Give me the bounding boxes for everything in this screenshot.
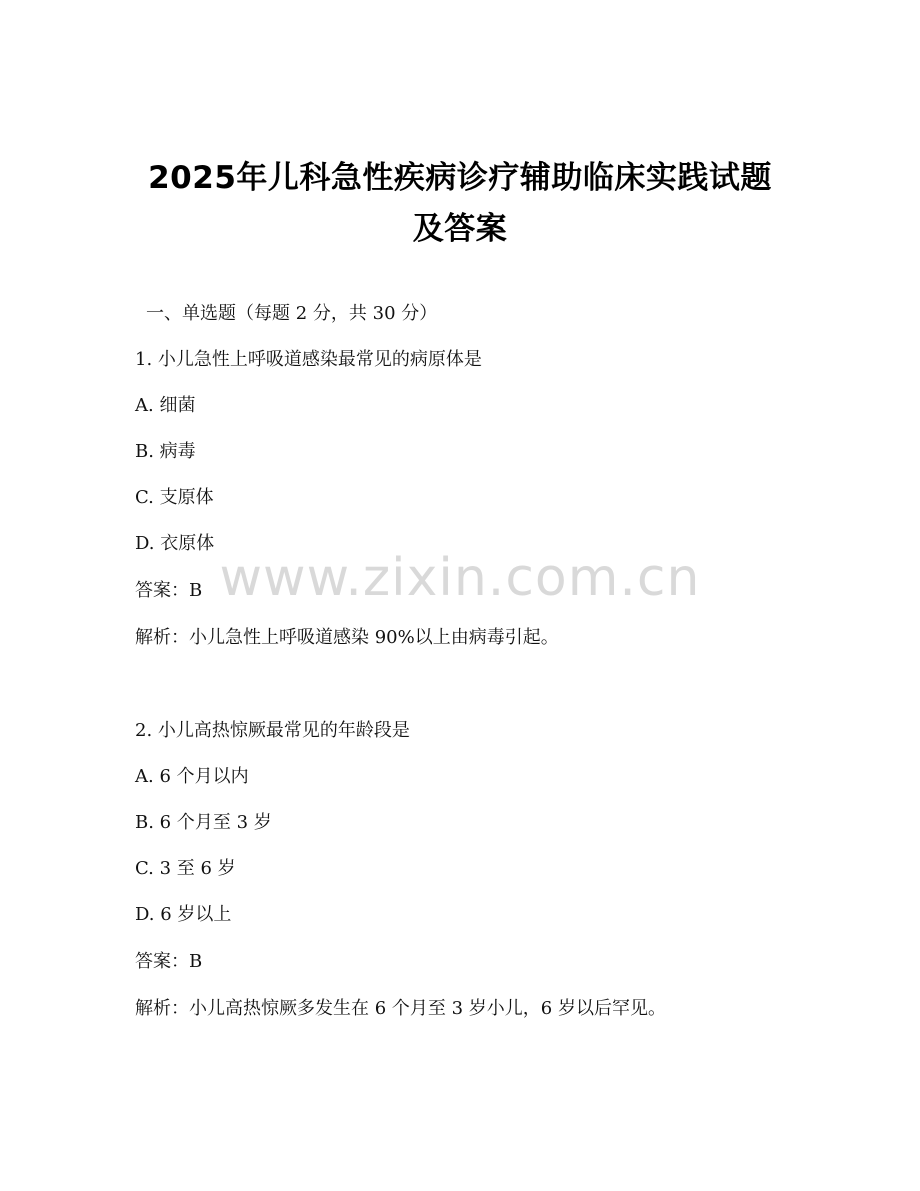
question-1-option-b: B. 病毒 bbox=[135, 441, 196, 462]
question-1-explanation: 解析：小儿急性上呼吸道感染 90%以上由病毒引起。 bbox=[135, 627, 559, 648]
question-1-answer: 答案：B bbox=[135, 580, 203, 601]
question-1-stem: 1. 小儿急性上呼吸道感染最常见的病原体是 bbox=[135, 349, 482, 370]
question-1-option-d: D. 衣原体 bbox=[135, 533, 215, 554]
question-1-option-a: A. 细菌 bbox=[135, 395, 196, 416]
watermark-text: www.zixin.com.cn bbox=[219, 548, 701, 608]
document-title-line-2: 及答案 bbox=[412, 211, 508, 247]
question-2-explanation: 解析：小儿高热惊厥多发生在 6 个月至 3 岁小儿，6 岁以后罕见。 bbox=[135, 998, 666, 1019]
question-1-option-c: C. 支原体 bbox=[135, 487, 214, 508]
question-2-answer: 答案：B bbox=[135, 951, 203, 972]
section-heading: 一、单选题（每题 2 分，共 30 分） bbox=[146, 303, 438, 324]
question-2-option-b: B. 6 个月至 3 岁 bbox=[135, 812, 272, 833]
question-2-option-d: D. 6 岁以上 bbox=[135, 904, 232, 925]
question-2-stem: 2. 小儿高热惊厥最常见的年龄段是 bbox=[135, 720, 410, 741]
question-2-option-c: C. 3 至 6 岁 bbox=[135, 858, 236, 879]
question-2-option-a: A. 6 个月以内 bbox=[135, 766, 249, 787]
document-title-line-1: 2025年儿科急性疾病诊疗辅助临床实践试题 bbox=[148, 160, 772, 196]
